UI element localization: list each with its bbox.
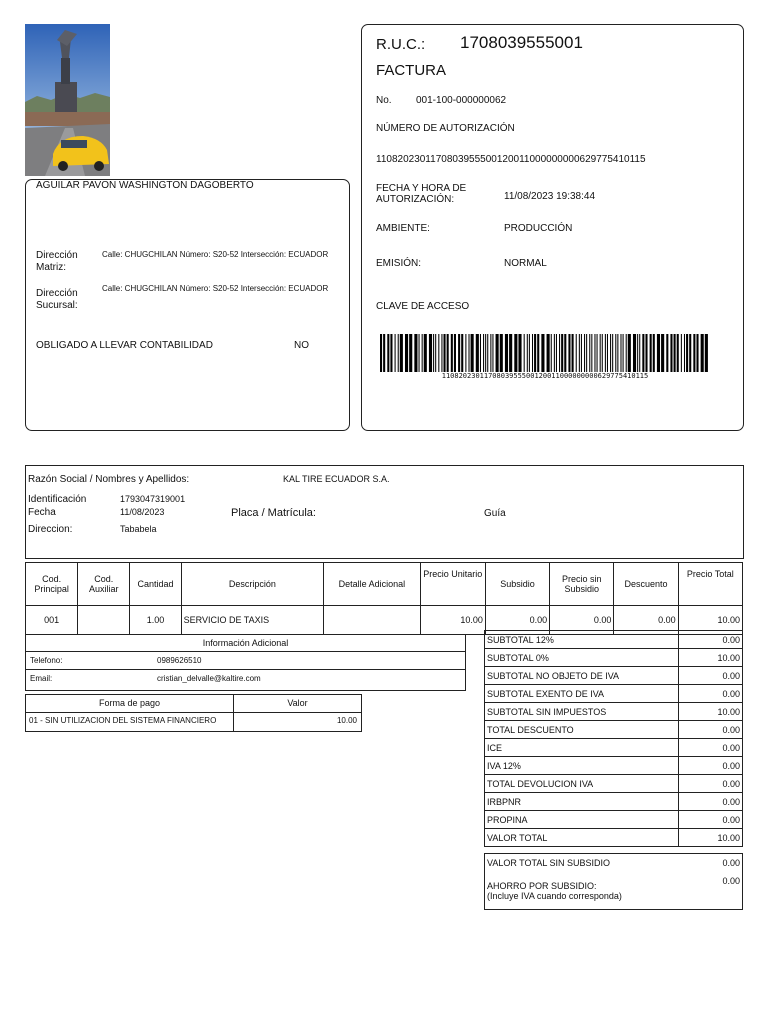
col-header: Detalle Adicional <box>324 563 420 606</box>
totals-value: 0.00 <box>679 685 743 703</box>
barcode-bar <box>639 334 640 372</box>
barcode-bar <box>429 334 432 372</box>
divider <box>233 695 234 731</box>
col-header: Precio sin Subsidio <box>550 563 614 606</box>
col-header: Cod. Auxiliar <box>78 563 130 606</box>
barcode-bar <box>390 334 392 372</box>
barcode-bar <box>589 334 590 372</box>
environment-value: PRODUCCIÓN <box>504 223 573 234</box>
additional-info-title: Información Adicional <box>202 638 289 648</box>
totals-value: 10.00 <box>679 703 743 721</box>
barcode-bar <box>623 334 624 372</box>
totals-row <box>485 793 743 811</box>
totals-value: 0.00 <box>679 757 743 775</box>
accounting-value: NO <box>294 340 309 351</box>
branch-address: Calle: CHUGCHILAN Número: S20-52 Intersección: ECUADOR <box>102 284 329 293</box>
table-cell <box>324 606 420 635</box>
payment-method: 01 - SIN UTILIZACION DEL SISTEMA FINANCIERO <box>29 716 217 725</box>
payment-box <box>25 694 362 732</box>
barcode-bar <box>524 334 525 372</box>
subsidy-box <box>484 853 743 910</box>
barcode-bar <box>637 334 638 372</box>
barcode-bar <box>617 334 618 372</box>
ruc-number: 1708039555001 <box>460 33 583 52</box>
barcode-bar <box>518 334 521 372</box>
totals-value: 0.00 <box>679 739 743 757</box>
invoice-header-box <box>361 24 744 431</box>
barcode-bar <box>607 334 608 372</box>
barcode-bar <box>653 334 655 372</box>
barcode-bar <box>492 334 493 372</box>
barcode-bar <box>701 334 704 372</box>
col-header: Precio Unitario <box>420 563 485 606</box>
totals-label: ICE <box>485 739 679 757</box>
client-address: Tababela <box>120 524 157 534</box>
barcode-bar <box>414 334 417 372</box>
barcode-bar <box>527 334 528 372</box>
barcode-bar <box>559 334 560 372</box>
barcode-bar <box>612 334 613 372</box>
subsidy-savings-label: AHORRO POR SUBSIDIO: <box>487 881 597 891</box>
totals-label: VALOR TOTAL <box>485 829 679 847</box>
totals-value: 10.00 <box>679 829 743 847</box>
subsidy-savings: 0.00 <box>722 876 740 886</box>
invoice-title: FACTURA <box>376 62 447 79</box>
barcode-bar <box>529 334 530 372</box>
table-cell: 1.00 <box>130 606 181 635</box>
barcode-bar <box>458 334 460 372</box>
authorization-number: 1108202301170803955500120011000000000629775410115 <box>376 154 646 165</box>
authorization-label: NÚMERO DE AUTORIZACIÓN <box>376 123 515 134</box>
totals-row <box>485 775 743 793</box>
totals-row <box>485 685 743 703</box>
totals-label: TOTAL DEVOLUCION IVA <box>485 775 679 793</box>
barcode-text: 1108202301170803955500120011000000000629775410115 <box>441 372 649 380</box>
barcode-bar <box>395 334 396 372</box>
payment-value: 10.00 <box>336 716 357 725</box>
invoice-number-label: No. <box>376 95 392 106</box>
barcode-bar <box>487 334 488 372</box>
barcode-bar <box>628 334 631 372</box>
barcode-bar <box>572 334 574 372</box>
payment-value-header: Valor <box>287 698 308 708</box>
invoice-number: 001-100-000000062 <box>416 95 507 106</box>
barcode-bar <box>454 334 456 372</box>
barcode-bar <box>409 334 412 372</box>
barcode-bar <box>387 334 389 372</box>
totals-row <box>485 757 743 775</box>
totals-value: 0.00 <box>679 721 743 739</box>
barcode-bar <box>532 334 533 372</box>
barcode-bar <box>422 334 423 372</box>
total-without-subsidy: 0.00 <box>722 858 740 868</box>
barcode-bar <box>610 334 611 372</box>
totals-label: PROPINA <box>485 811 679 829</box>
totals-row <box>485 667 743 685</box>
barcode-bar <box>579 334 580 372</box>
barcode-bar <box>661 334 664 372</box>
barcode-bar <box>677 334 679 372</box>
totals-value: 0.00 <box>679 667 743 685</box>
barcode-bar <box>689 334 691 372</box>
barcode-bar <box>633 334 636 372</box>
barcode-bar <box>605 334 606 372</box>
barcode-bar <box>485 334 486 372</box>
ruc-label: R.U.C.: <box>376 36 426 53</box>
table-cell: SERVICIO DE TAXIS <box>181 606 324 635</box>
totals-label: IVA 12% <box>485 757 679 775</box>
barcode-bar <box>597 334 598 372</box>
totals-label: TOTAL DESCUENTO <box>485 721 679 739</box>
barcode-bar <box>674 334 676 372</box>
barcode-bar <box>547 334 550 372</box>
barcode-bar <box>433 334 434 372</box>
items-header-row <box>26 563 743 606</box>
client-name-label: Razón Social / Nombres y Apellidos: <box>28 474 190 485</box>
barcode-bar <box>600 334 601 372</box>
totals-label: SUBTOTAL SIN IMPUESTOS <box>485 703 679 721</box>
branch-address-label: Dirección Sucursal: <box>36 288 78 311</box>
barcode-bar <box>451 334 453 372</box>
barcode-bar <box>681 334 682 372</box>
issuer-box <box>25 179 350 431</box>
barcode-bar <box>419 334 420 372</box>
barcode-bar <box>405 334 408 372</box>
main-address-label: Dirección Matriz: <box>36 250 78 273</box>
barcode-bar <box>537 334 539 372</box>
totals-label: SUBTOTAL 0% <box>485 649 679 667</box>
accounting-label: OBLIGADO A LLEVAR CONTABILIDAD <box>36 340 213 351</box>
barcode-bar <box>438 334 439 372</box>
barcode-bar <box>509 334 512 372</box>
barcode-bar <box>465 334 466 372</box>
divider <box>26 651 465 652</box>
totals-row <box>485 631 743 649</box>
totals-row <box>485 829 743 847</box>
barcode-bar <box>554 334 555 372</box>
table-cell: 10.00 <box>678 606 742 635</box>
barcode-bar <box>496 334 499 372</box>
totals-label: SUBTOTAL EXENTO DE IVA <box>485 685 679 703</box>
phone-value: 0989626510 <box>157 656 202 665</box>
barcode-bar <box>483 334 484 372</box>
barcode-bar <box>650 334 652 372</box>
col-header: Descripción <box>181 563 324 606</box>
totals-value: 0.00 <box>679 811 743 829</box>
barcode-bar <box>657 334 660 372</box>
payment-method-header: Forma de pago <box>98 698 161 708</box>
barcode-bar <box>468 334 469 372</box>
logo-photo <box>25 24 110 176</box>
environment-label: AMBIENTE: <box>376 223 430 234</box>
col-header: Descuento <box>614 563 678 606</box>
col-header: Cod. Principal <box>26 563 78 606</box>
barcode-bar <box>642 334 644 372</box>
barcode-bar <box>551 334 552 372</box>
emission-label: EMISIÓN: <box>376 258 422 269</box>
client-address-label: Direccion: <box>28 524 73 535</box>
totals-table <box>484 630 743 847</box>
col-header: Subsidio <box>485 563 549 606</box>
divider <box>26 669 465 670</box>
barcode-bar <box>666 334 668 372</box>
subsidy-savings-note: (Incluye IVA cuando corresponda) <box>487 891 622 901</box>
barcode-bar <box>686 334 688 372</box>
barcode <box>380 334 710 372</box>
client-name: KAL TIRE ECUADOR S.A. <box>283 474 390 484</box>
barcode-bar <box>424 334 427 372</box>
barcode-bar <box>564 334 566 372</box>
client-box <box>25 465 744 559</box>
table-cell: 0.00 <box>614 606 678 635</box>
email-value: cristian_delvalle@kaltire.com <box>157 674 261 683</box>
barcode-bar <box>584 334 585 372</box>
totals-row <box>485 721 743 739</box>
totals-row <box>485 649 743 667</box>
barcode-bar <box>471 334 474 372</box>
barcode-bar <box>556 334 557 372</box>
barcode-bar <box>602 334 603 372</box>
totals-label: SUBTOTAL NO OBJETO DE IVA <box>485 667 679 685</box>
items-table <box>25 562 743 635</box>
authorization-date-label: FECHA Y HORA DE AUTORIZACIÓN: <box>376 183 467 205</box>
totals-row <box>485 703 743 721</box>
table-cell: 0.00 <box>550 606 614 635</box>
barcode-bar <box>476 334 479 372</box>
totals-value: 0.00 <box>679 793 743 811</box>
barcode-bar <box>705 334 708 372</box>
totals-value: 10.00 <box>679 649 743 667</box>
barcode-bar <box>645 334 647 372</box>
table-cell: 10.00 <box>420 606 485 635</box>
barcode-bar <box>505 334 508 372</box>
barcode-bar <box>670 334 672 372</box>
emission-value: NORMAL <box>504 258 547 269</box>
barcode-bar <box>576 334 577 372</box>
barcode-bar <box>480 334 481 372</box>
divider <box>26 712 361 713</box>
totals-row <box>485 811 743 829</box>
barcode-bar <box>693 334 695 372</box>
barcode-bar <box>561 334 563 372</box>
barcode-bar <box>568 334 570 372</box>
client-date-label: Fecha <box>28 507 56 518</box>
guide-label: Guía <box>484 508 506 519</box>
client-date: 11/08/2023 <box>120 507 165 517</box>
barcode-bar <box>620 334 621 372</box>
barcode-bar <box>696 334 698 372</box>
barcode-bar <box>500 334 503 372</box>
barcode-bar <box>594 334 595 372</box>
barcode-bar <box>586 334 587 372</box>
barcode-bar <box>398 334 399 372</box>
client-id: 1793047319001 <box>120 494 186 504</box>
totals-value: 0.00 <box>679 775 743 793</box>
barcode-bar <box>383 334 385 372</box>
barcode-bar <box>441 334 442 372</box>
authorization-date: 11/08/2023 19:38:44 <box>504 191 596 202</box>
barcode-bar <box>591 334 592 372</box>
barcode-bar <box>514 334 517 372</box>
barcode-bar <box>581 334 582 372</box>
barcode-bar <box>435 334 436 372</box>
issuer-name: AGUILAR PAVON WASHINGTON DAGOBERTO <box>36 180 254 191</box>
barcode-bar <box>626 334 627 372</box>
table-cell: 0.00 <box>485 606 549 635</box>
barcode-bar <box>444 334 446 372</box>
totals-label: SUBTOTAL 12% <box>485 631 679 649</box>
client-id-label: Identificación <box>28 494 87 505</box>
barcode-bar <box>684 334 685 372</box>
totals-row <box>485 739 743 757</box>
totals-value: 0.00 <box>679 631 743 649</box>
barcode-bar <box>615 334 616 372</box>
barcode-bar <box>490 334 491 372</box>
total-without-subsidy-label: VALOR TOTAL SIN SUBSIDIO <box>487 858 611 868</box>
main-address: Calle: CHUGCHILAN Número: S20-52 Intersección: ECUADOR <box>102 250 329 259</box>
table-cell: 001 <box>26 606 78 635</box>
access-key-label: CLAVE DE ACCESO <box>376 301 470 312</box>
table-cell <box>78 606 130 635</box>
email-label: Email: <box>30 674 53 683</box>
barcode-bar <box>447 334 449 372</box>
barcode-bar <box>400 334 403 372</box>
barcode-bar <box>380 334 382 372</box>
col-header: Cantidad <box>130 563 181 606</box>
plate-label: Placa / Matrícula: <box>231 507 316 519</box>
barcode-bar <box>461 334 463 372</box>
col-header: Precio Total <box>678 563 742 606</box>
barcode-bar <box>541 334 544 372</box>
additional-info-box <box>25 634 466 691</box>
barcode-bar <box>534 334 536 372</box>
phone-label: Telefono: <box>30 656 63 665</box>
totals-label: IRBPNR <box>485 793 679 811</box>
